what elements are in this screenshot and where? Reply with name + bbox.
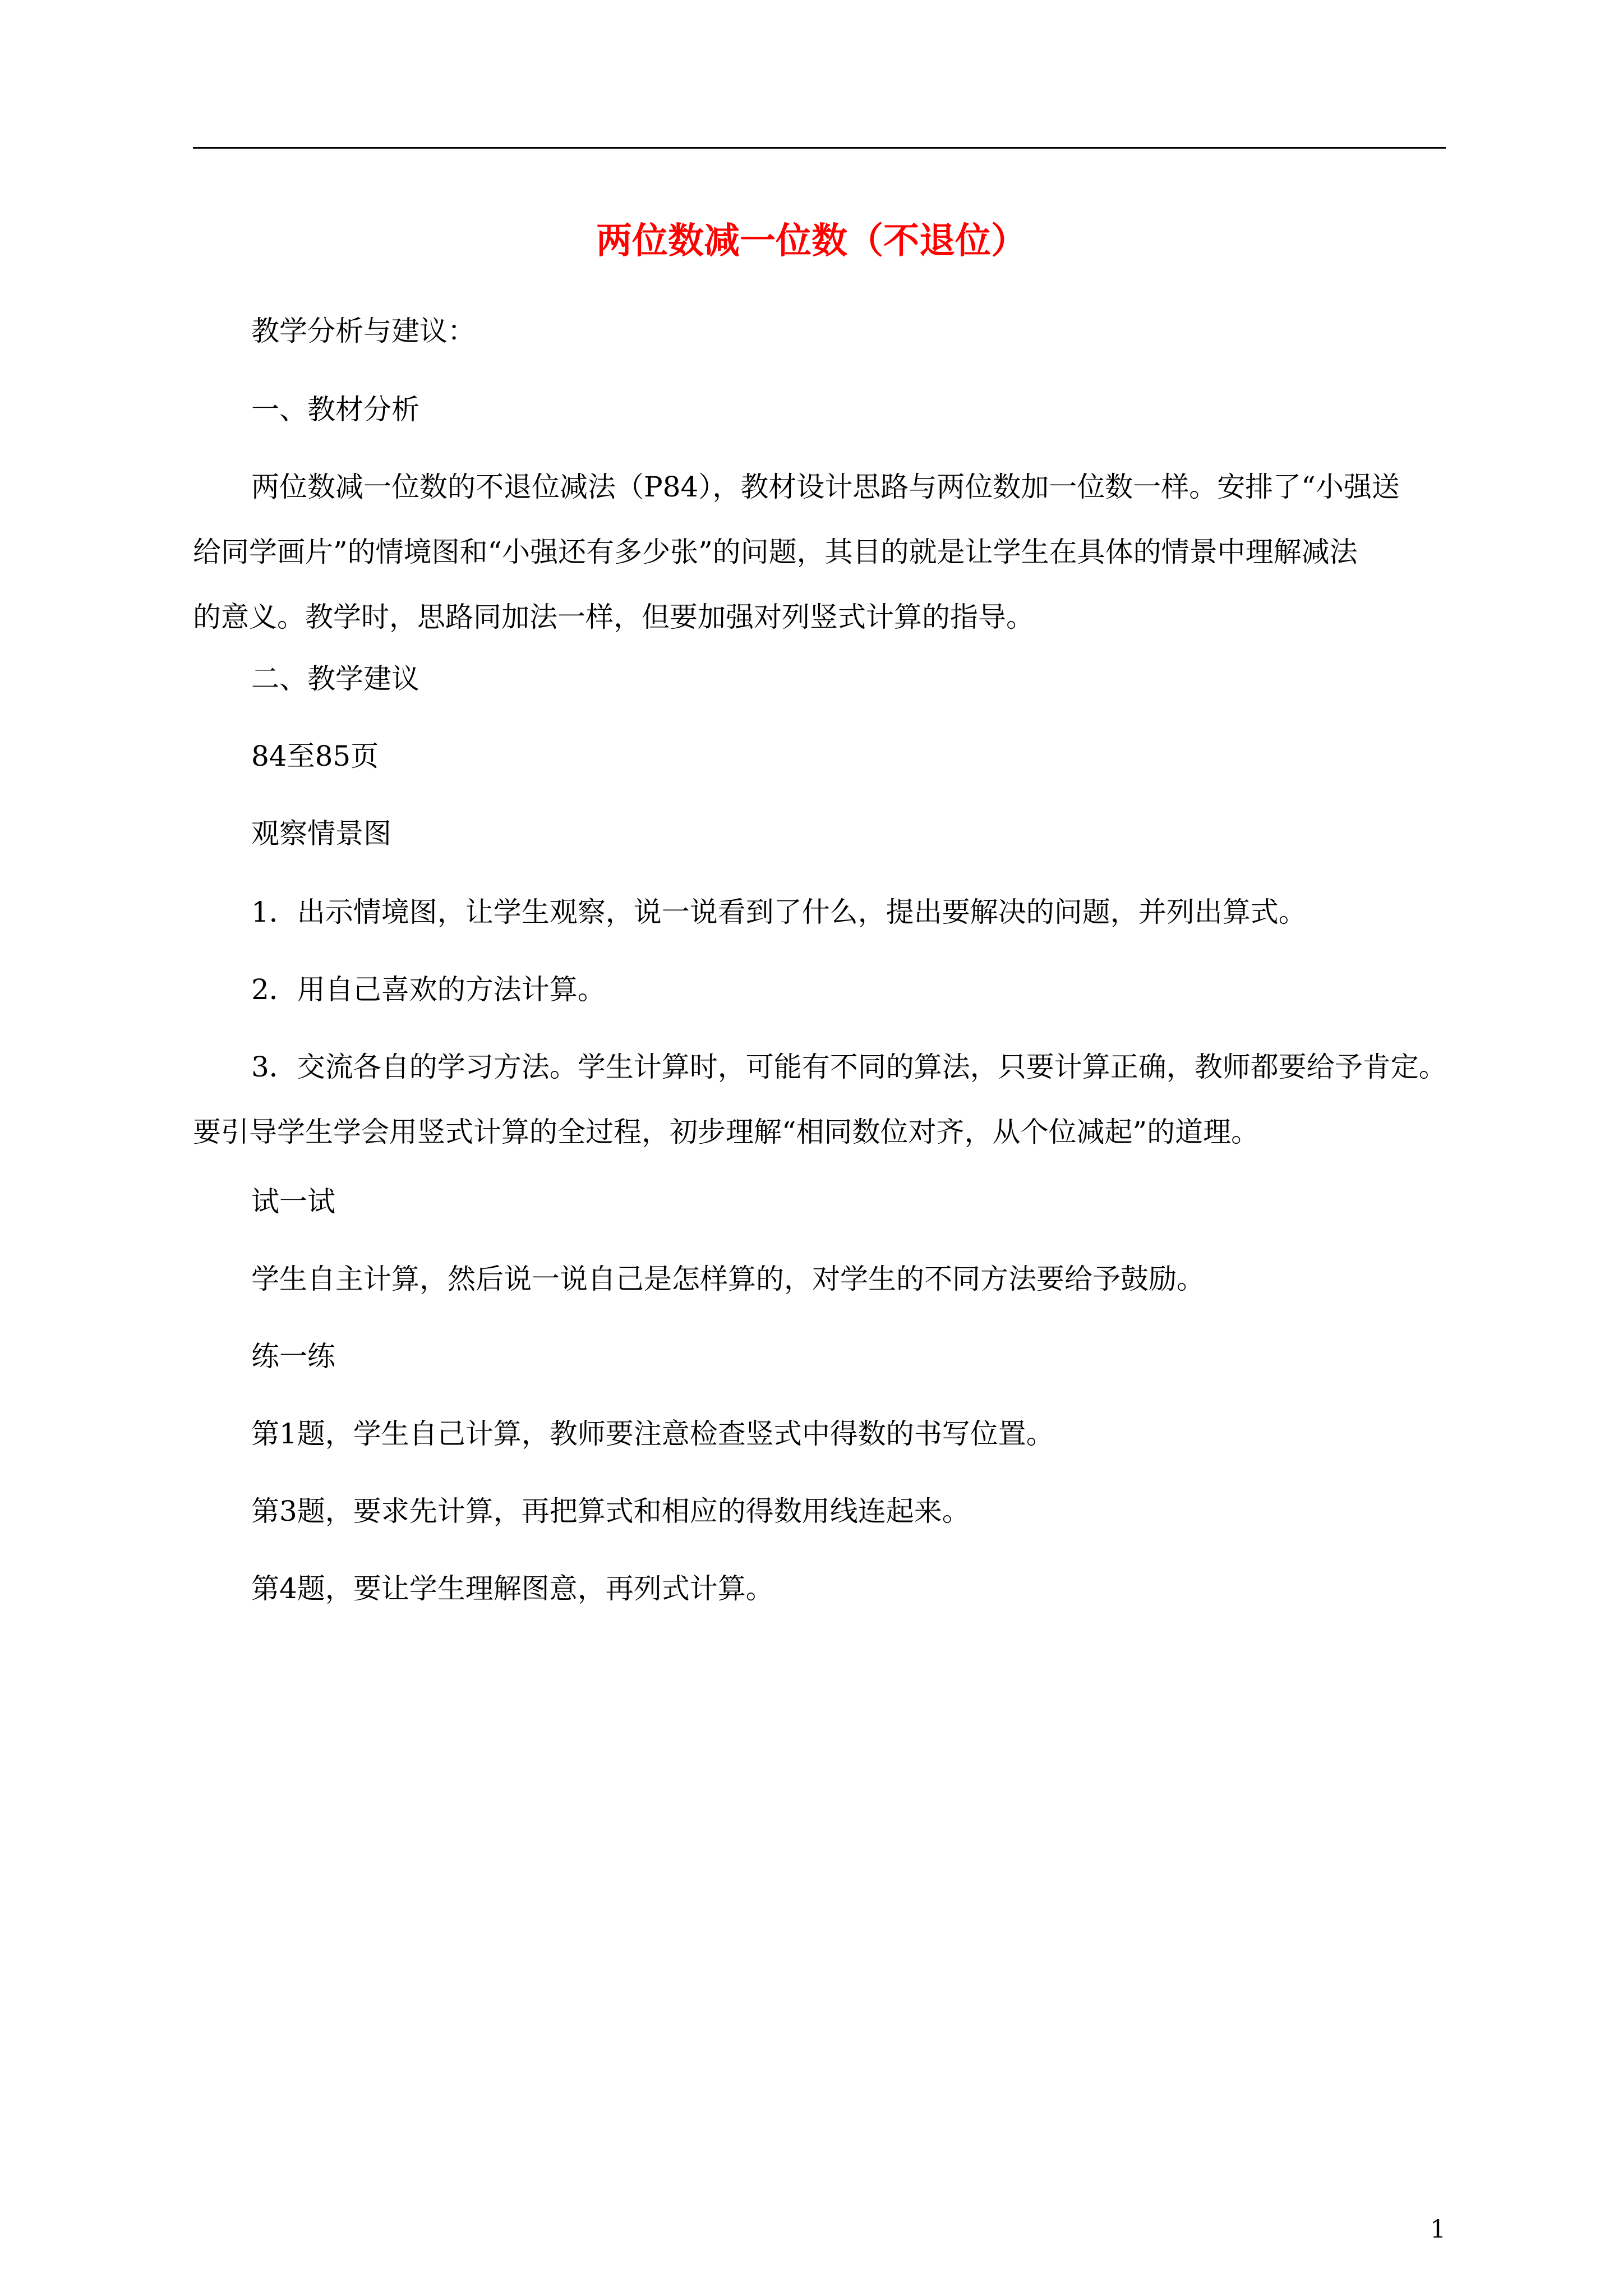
header-rule xyxy=(193,147,1446,149)
step-2: 2．用自己喜欢的方法计算。 xyxy=(251,973,606,1006)
section1-heading: 一、教材分析 xyxy=(251,393,419,426)
section2-heading: 二、教学建议 xyxy=(251,662,419,695)
step-1: 1．出示情境图，让学生观察，说一说看到了什么，提出要解决的问题，并列出算式。 xyxy=(251,896,1307,928)
practice-item-4: 第4题，要让学生理解图意，再列式计算。 xyxy=(251,1572,774,1605)
step-3-line: 要引导学生学会用竖式计算的全过程，初步理解“相同数位对齐，从个位减起”的道理。 xyxy=(193,1116,1260,1148)
pages-reference: 84至85页 xyxy=(251,740,379,772)
document-title: 两位数减一位数（不退位） xyxy=(596,220,1027,262)
practice-heading: 练一练 xyxy=(251,1340,335,1373)
analysis-heading: 教学分析与建议： xyxy=(251,315,476,347)
section1-body-line: 给同学画片”的情境图和“小强还有多少张”的问题，其目的就是让学生在具体的情景中理解减法 xyxy=(193,536,1358,568)
try-body: 学生自主计算，然后说一说自己是怎样算的，对学生的不同方法要给予鼓励。 xyxy=(251,1263,1205,1295)
section1-body xyxy=(193,470,1446,634)
practice-item-1: 第1题，学生自己计算，教师要注意检查竖式中得数的书写位置。 xyxy=(251,1418,1054,1450)
step-3 xyxy=(193,1050,1446,1149)
observe-heading: 观察情景图 xyxy=(251,817,391,850)
practice-item-3: 第3题，要求先计算，再把算式和相应的得数用线连起来。 xyxy=(251,1495,970,1527)
try-heading: 试一试 xyxy=(251,1185,335,1218)
page-number: 1 xyxy=(1430,2215,1446,2244)
section1-body-line: 两位数减一位数的不退位减法（P84），教材设计思路与两位数加一位数一样。安排了“小强送 xyxy=(251,471,1400,503)
step-3-line: 3．交流各自的学习方法。学生计算时，可能有不同的算法，只要计算正确，教师都要给予肯定。 xyxy=(251,1051,1447,1083)
section1-body-line: 的意义。教学时，思路同加法一样，但要加强对列竖式计算的指导。 xyxy=(193,601,1034,633)
